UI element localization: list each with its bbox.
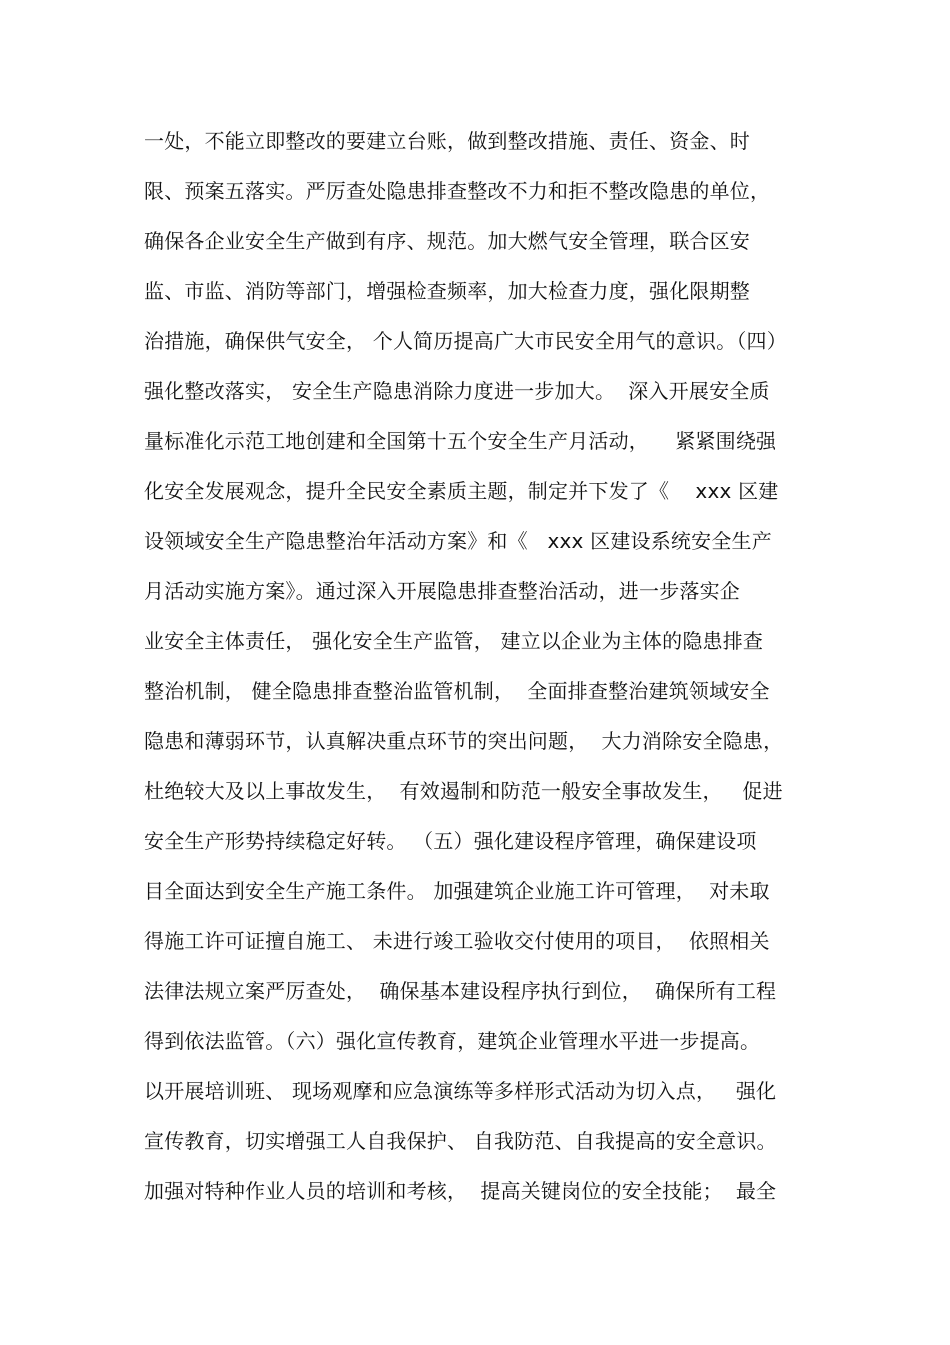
text-line-3: 确保各企业安全生产做到有序、规范。加大燃气安全管理，联合区安 bbox=[144, 229, 750, 253]
text-line-18: 法律法规立案严厉查处， 确保基本建设程序执行到位， 确保所有工程 bbox=[144, 979, 777, 1003]
text-line-4: 监、市监、消防等部门，增强检查频率，加大检查力度，强化限期整 bbox=[144, 279, 750, 303]
text-line-10: 月活动实施方案》。通过深入开展隐患排查整治活动，进一步落实企 bbox=[144, 579, 740, 603]
text-line-6: 强化整改落实， 安全生产隐患消除力度进一步加大。 深入开展安全质 bbox=[144, 379, 770, 403]
text-line-17: 得施工许可证擅自施工、 未进行竣工验收交付使用的项目， 依照相关 bbox=[144, 929, 770, 953]
text-line-12: 整治机制， 健全隐患排查整治监管机制， 全面排查整治建筑领域安全 bbox=[144, 679, 770, 703]
text-line-16: 目全面达到安全生产施工条件。 加强建筑企业施工许可管理， 对未取 bbox=[144, 879, 770, 903]
text-line-20: 以开展培训班、 现场观摩和应急演练等多样形式活动为切入点， 强化 bbox=[144, 1079, 777, 1103]
text-line-19: 得到依法监管。（六）强化宣传教育，建筑企业管理水平进一步提高。 bbox=[144, 1029, 761, 1053]
text-line-8: 化安全发展观念，提升全民安全素质主题，制定并下发了《 xxx 区建 bbox=[144, 479, 779, 503]
text-line-2: 限、预案五落实。严厉查处隐患排查整改不力和拒不整改隐患的单位， bbox=[144, 179, 771, 203]
text-line-1: 一处，不能立即整改的要建立台账，做到整改措施、责任、资金、时 bbox=[144, 129, 750, 153]
body-text bbox=[144, 122, 814, 1222]
text-line-22: 加强对特种作业人员的培训和考核， 提高关键岗位的安全技能； 最全 bbox=[144, 1179, 777, 1203]
text-line-5: 治措施，确保供气安全， 个人简历提高广大市民安全用气的意识。（四） bbox=[144, 329, 787, 353]
text-line-14: 杜绝较大及以上事故发生， 有效遏制和防范一般安全事故发生， 促进 bbox=[144, 779, 783, 803]
text-line-11: 业安全主体责任， 强化安全生产监管， 建立以企业为主体的隐患排查 bbox=[144, 629, 764, 653]
text-line-9: 设领域安全生产隐患整治年活动方案》和《 xxx 区建设系统安全生产 bbox=[144, 529, 772, 553]
text-line-15: 安全生产形势持续稳定好转。 （五）强化建设程序管理，确保建设项 bbox=[144, 829, 757, 853]
text-line-13: 隐患和薄弱环节，认真解决重点环节的突出问题， 大力消除安全隐患， bbox=[144, 729, 784, 753]
text-line-21: 宣传教育，切实增强工人自我保护、 自我防范、自我提高的安全意识。 bbox=[144, 1129, 777, 1153]
text-line-7: 量标准化示范工地创建和全国第十五个安全生产月活动， 紧紧围绕强 bbox=[144, 429, 777, 453]
